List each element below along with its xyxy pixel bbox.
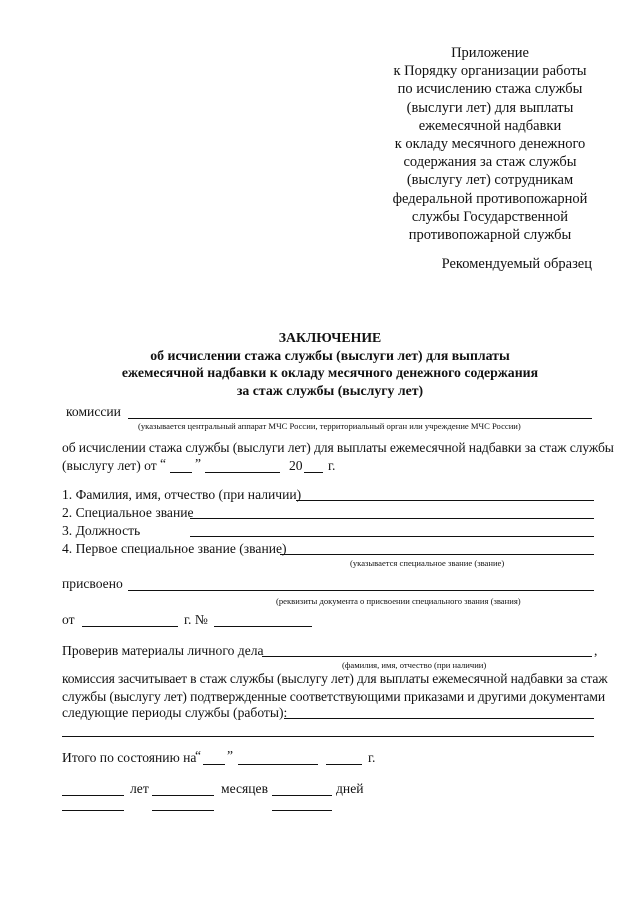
days-label: дней xyxy=(336,781,364,796)
months-label: месяцев xyxy=(221,781,268,796)
appendix-line: службы Государственной xyxy=(411,208,569,225)
months-field[interactable] xyxy=(152,795,214,796)
number-label: г. № xyxy=(184,612,208,627)
title-line: за стаж службы (выслугу лет) xyxy=(236,382,424,398)
assigned-field[interactable] xyxy=(128,590,594,591)
appendix-line: содержания за стаж службы xyxy=(403,154,577,171)
periods-field-2[interactable] xyxy=(62,736,594,737)
calc-year-suffix: г. xyxy=(328,458,336,473)
checked-label: Проверив материалы личного дела xyxy=(62,643,264,658)
appendix-line: к Порядку организации работы xyxy=(393,63,587,80)
calc-month-field[interactable] xyxy=(205,472,280,473)
calc-year-field[interactable] xyxy=(304,472,323,473)
first-rank-hint: (указывается специальное звание (звание) xyxy=(350,558,505,568)
days-field-2[interactable] xyxy=(272,810,332,811)
months-field-2[interactable] xyxy=(152,810,214,811)
appendix-line: противопожарной службы xyxy=(408,227,572,244)
commission-label: комиссии xyxy=(66,404,121,419)
appendix-line: по исчислению стажа службы xyxy=(397,81,583,98)
fio-field[interactable] xyxy=(296,500,594,501)
years-field-2[interactable] xyxy=(62,810,124,811)
total-quote-open: “ xyxy=(195,748,202,763)
checked-field[interactable] xyxy=(262,656,592,657)
credit-text-line2: службы (выслугу лет) подтвержденные соответствующими приказами и другими документами xyxy=(62,689,606,704)
appendix-line: к окладу месячного денежного xyxy=(394,136,586,153)
assigned-hint: (реквизиты документа о присвоении специального звания (звания) xyxy=(276,596,521,606)
days-field[interactable] xyxy=(272,795,332,796)
rank-label: 2. Специальное звание xyxy=(62,505,194,520)
appendix-line: Приложение xyxy=(451,45,529,61)
from-label: от xyxy=(62,612,75,627)
years-label: лет xyxy=(130,781,149,796)
first-rank-label: 4. Первое специальное звание (звание) xyxy=(62,541,287,556)
credit-text-line1: комиссия засчитывает в стаж службы (выслугу лет) для выплаты ежемесячной надбавки за стаж xyxy=(62,671,608,686)
from-date-field[interactable] xyxy=(82,626,178,627)
quote-open: “ xyxy=(160,456,167,471)
first-rank-field[interactable] xyxy=(280,554,594,555)
title-line: ежемесячной надбавки к окладу месячного денежного содержания xyxy=(121,365,539,380)
credit-text-line3: следующие периоды службы (работы): xyxy=(62,705,288,720)
rank-field[interactable] xyxy=(190,518,594,519)
appendix-line: федеральной противопожарной xyxy=(392,190,588,207)
appendix-block xyxy=(378,44,602,244)
checked-hint: (фамилия, имя, отчество (при наличии) xyxy=(342,660,487,670)
total-day-field[interactable] xyxy=(203,764,225,765)
years-field[interactable] xyxy=(62,795,124,796)
title-main: ЗАКЛЮЧЕНИЕ xyxy=(278,330,382,345)
quote-close: ” xyxy=(195,456,202,471)
commission-field[interactable] xyxy=(128,418,592,419)
calc-day-field[interactable] xyxy=(170,472,192,473)
calc-text-line2: (выслугу лет) от xyxy=(62,458,157,473)
fio-label: 1. Фамилия, имя, отчество (при наличии) xyxy=(62,487,302,502)
appendix-line: (выслугу лет) сотрудникам xyxy=(406,172,574,189)
calc-text-line1: об исчислении стажа службы (выслуги лет) для выплаты ежемесячной надбавки за стаж службы xyxy=(62,440,614,455)
total-year-suffix: г. xyxy=(368,750,376,765)
periods-field-1[interactable] xyxy=(284,718,594,719)
checked-comma: , xyxy=(594,643,598,658)
sample-label: Рекомендуемый образец xyxy=(441,256,592,272)
total-year-field[interactable] xyxy=(326,764,362,765)
position-field[interactable] xyxy=(190,536,594,537)
title-line: об исчислении стажа службы (выслуги лет) для выплаты xyxy=(150,347,510,363)
commission-hint: (указывается центральный аппарат МЧС России, территориальный орган или учреждение МЧС России) xyxy=(138,421,521,431)
appendix-line: ежемесячной надбавки xyxy=(418,117,562,134)
total-label: Итого по состоянию на xyxy=(62,750,197,765)
total-quote-close: ” xyxy=(227,748,234,763)
total-month-field[interactable] xyxy=(238,764,318,765)
assigned-label: присвоено xyxy=(62,576,123,591)
calc-year-prefix: 20 xyxy=(289,458,303,473)
position-label: 3. Должность xyxy=(62,523,141,538)
document-title xyxy=(80,329,580,399)
number-field[interactable] xyxy=(214,626,312,627)
appendix-line: (выслуги лет) для выплаты xyxy=(406,99,574,116)
